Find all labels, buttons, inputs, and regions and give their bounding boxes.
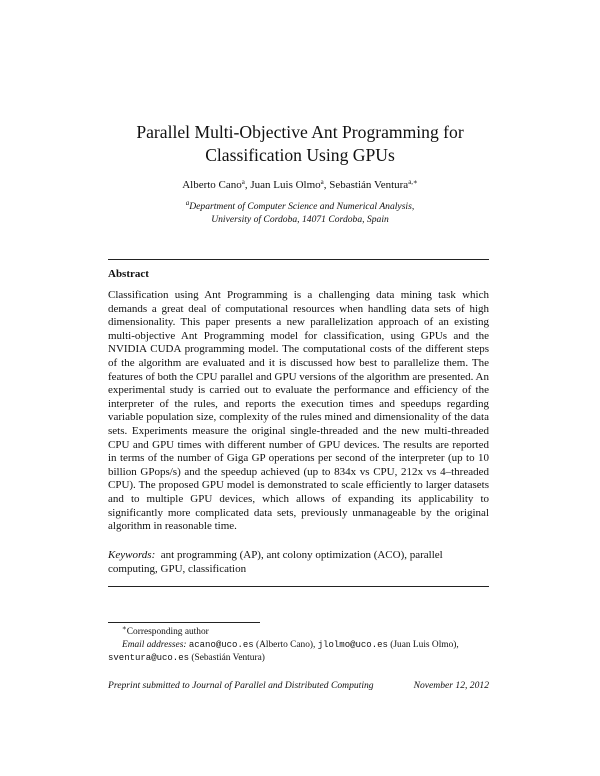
author-name: Sebastián Ventura — [329, 179, 409, 191]
preprint-date: November 12, 2012 — [413, 680, 489, 691]
keywords — [108, 548, 489, 576]
corresponding-mark: ∗ — [122, 624, 127, 632]
footnotes — [108, 626, 489, 664]
keywords-text: ant programming (AP), ant colony optimization (ACO), parallel computing, GPU, classification — [108, 549, 443, 575]
preprint-footer — [108, 679, 489, 692]
email-owner: (Alberto Cano), — [256, 639, 316, 650]
author-mark: a,∗ — [408, 178, 418, 186]
email-owner: (Sebastián Ventura) — [191, 652, 265, 663]
author-list: Alberto Cano$^a$, Juan Luis Olmo$^a$, Sebastián Ventura$^{a,∗}$ — [182, 178, 418, 191]
email-address[interactable]: sventura@uco.es — [108, 652, 190, 663]
email-label: Email addresses: — [122, 639, 187, 650]
affiliation-line-2: University of Cordoba, 14071 Cordoba, Spain — [211, 214, 389, 225]
title-line-1: Parallel Multi-Objective Ant Programming for — [136, 122, 464, 142]
corresponding-author-note: Corresponding author — [126, 627, 209, 637]
email-address[interactable]: acano@uco.es — [188, 639, 254, 650]
abstract-top-rule — [108, 259, 489, 260]
abstract-heading: Abstract — [108, 268, 149, 280]
abstract-text: Classification using Ant Programming is a challenging data mining task which demands a great deal of computational resources when handling data sets of high dimensionality. This paper presents a new parallelization approach of an existing multi-objective Ant Programming model for classification, using GPUs and the NVIDIA CUDA programming model. The computational costs of the different steps of the algorithm are evaluated and it is discussed how best to parallelize them. The features of both the CPU parallel and GPU versions of the algorithm are presented. An experimental study is carried out to evaluate the performance and efficiency of the interpreter of the rules, and reports the execution times and speedups regarding variable population size, complexity of the rules mined and dimensionality of the data sets. Experiments measure the original single-threaded and the new multi-threaded CPU and GPU times with different number of GPU devices. The results are reported in terms of the number of Giga GP operations per second of the interpreter (up to 10 billion GPops/s) and the speedup achieved (up to 834x vs CPU, 212x vs 4–threaded CPU). The proposed GPU model is demonstrated to scale efficiently to larger datasets and to multiple GPU devices, which allows of expanding its applicability to significantly more complicated data sets, previously unmanageable by the original algorithm in reasonable time. — [108, 289, 489, 533]
paper-title — [0, 121, 600, 167]
affiliation-mark: a — [185, 199, 190, 207]
author-name: Alberto Cano — [182, 179, 242, 191]
author-mark: a — [320, 178, 324, 186]
affiliation-line-1: Department of Computer Science and Numerical Analysis, — [189, 201, 415, 212]
email-address[interactable]: jlolmo@uco.es — [317, 639, 388, 650]
preprint-note: Preprint submitted to Journal of Parallel and Distributed Computing — [108, 680, 374, 691]
title-line-2: Classification Using GPUs — [205, 145, 395, 165]
keywords-label: Keywords: — [108, 549, 156, 561]
author-mark: a — [241, 178, 245, 186]
abstract-bottom-rule — [108, 586, 489, 587]
footnote-rule — [108, 622, 260, 623]
author-name: Juan Luis Olmo — [250, 179, 321, 191]
affiliation — [0, 200, 600, 226]
email-owner: (Juan Luis Olmo), — [390, 639, 459, 650]
